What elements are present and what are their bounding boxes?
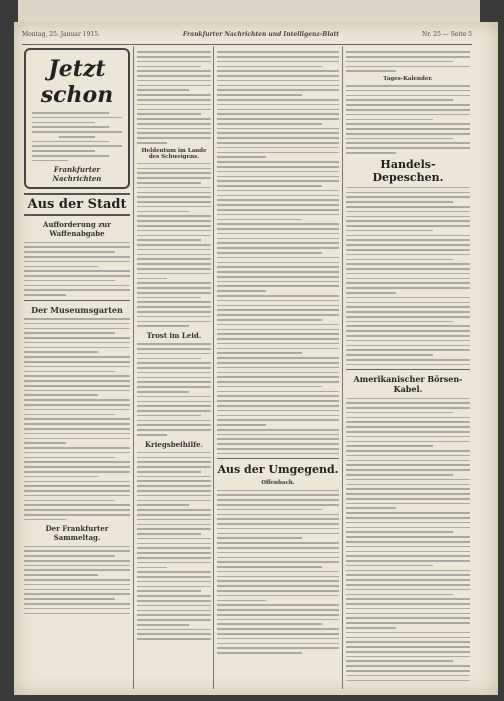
ad-title: Jetzt schon xyxy=(40,56,114,108)
left-column xyxy=(24,48,130,691)
page-header xyxy=(22,31,472,43)
article-heading: Heldentum im Lande des Schweigens. xyxy=(141,147,207,160)
page-top-edge xyxy=(18,0,480,22)
article-body xyxy=(137,51,211,143)
column-divider xyxy=(342,46,343,689)
header-rule xyxy=(22,44,472,45)
center-column xyxy=(217,48,339,691)
article-body xyxy=(217,490,339,654)
article-body xyxy=(24,546,130,615)
article-title-weapons: Aufforderung zur Waffenabgabe xyxy=(43,220,111,239)
article-title-collection: Der Frankfurter Sammeltag. xyxy=(45,524,109,543)
article-body xyxy=(137,452,211,640)
section-title-stock-cable: Amerikanischer Börsen-Kabel. xyxy=(353,374,463,395)
article-heading: Kriegsbeihilfe. xyxy=(144,439,204,449)
article-body xyxy=(137,163,211,327)
article-body xyxy=(137,343,211,435)
article-body xyxy=(24,318,130,520)
header-page-number: Nr. 25 — Seite 5 xyxy=(421,31,472,38)
article-body xyxy=(346,85,470,154)
article-body xyxy=(346,187,470,366)
ad-paper-name: Frankfurter Nachrichten xyxy=(52,165,102,184)
section-title-city: Aus der Stadt xyxy=(24,193,130,216)
calendar-heading: Tages-Kalender. xyxy=(383,75,433,82)
right-column xyxy=(346,48,470,691)
article-body xyxy=(346,398,470,682)
article-body xyxy=(217,51,339,454)
subscription-ad xyxy=(24,48,130,189)
header-masthead: Frankfurter Nachrichten und Intelligenz-Blatt xyxy=(182,31,340,38)
column-divider xyxy=(133,46,134,689)
middle-column xyxy=(137,48,211,691)
article-heading: Trost im Leid. xyxy=(146,330,202,340)
column-divider xyxy=(213,46,214,689)
article-body xyxy=(346,51,470,72)
article-body xyxy=(24,242,130,296)
section-title-trade: Handels-Depeschen. xyxy=(372,157,444,184)
ad-text xyxy=(32,112,122,161)
article-title-museum: Der Museumsgarten xyxy=(31,304,123,315)
section-subtitle: Offenbach. xyxy=(261,480,295,487)
header-date: Montag, 25. Januar 1915. xyxy=(22,31,100,38)
section-title-surroundings: Aus der Umgegend. xyxy=(217,463,339,477)
